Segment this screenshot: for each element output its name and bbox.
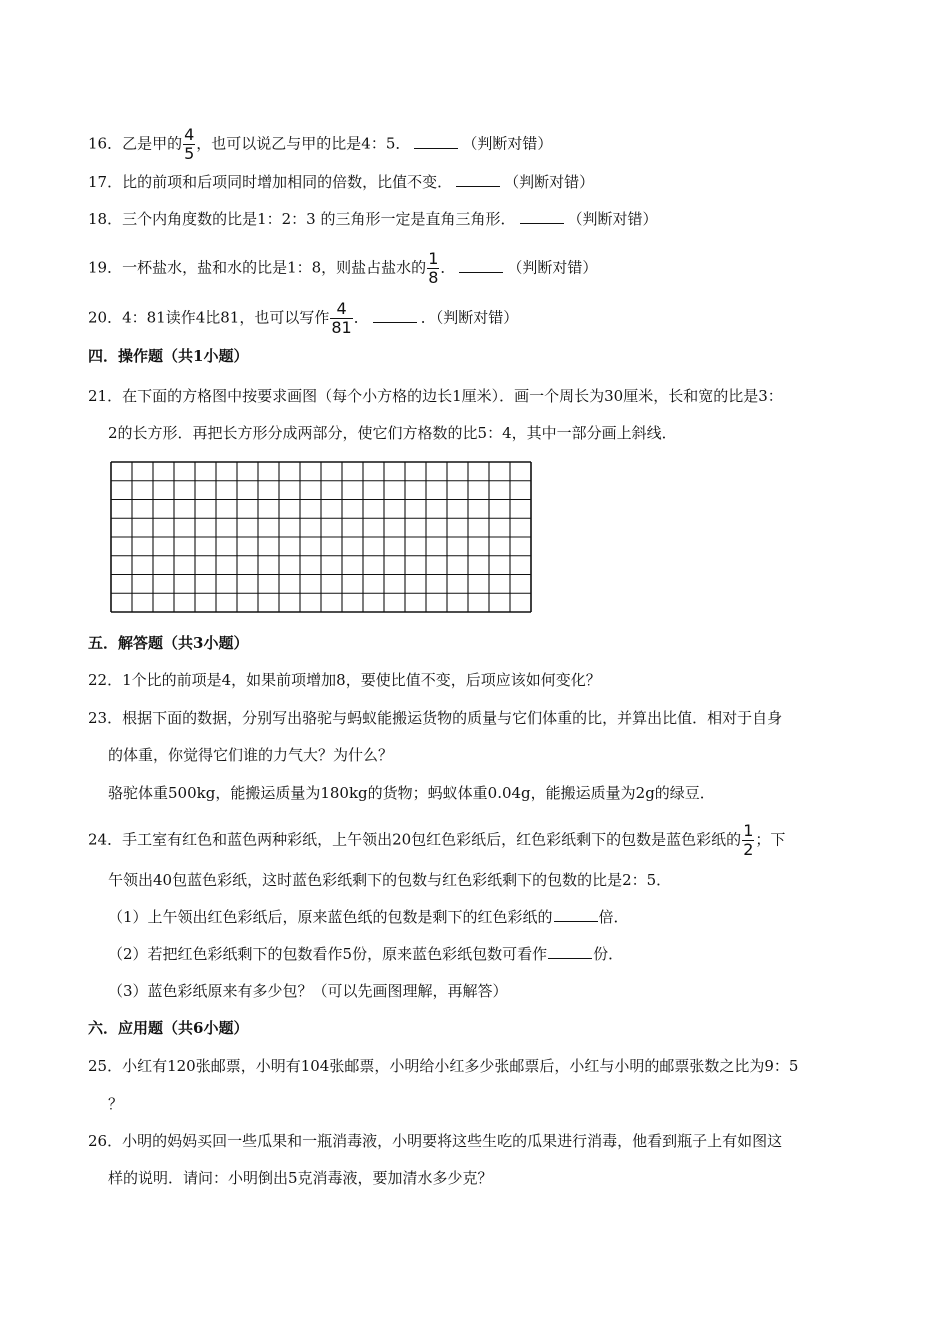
question-23-line-1: 23．根据下面的数据，分别写出骆驼与蚂蚁能搬运货物的质量与它们体重的比，并算出比值．相对于自身 — [88, 709, 783, 727]
question-25-line-2: ？ — [108, 1095, 124, 1113]
q20-judge: （判断对错） — [435, 308, 519, 327]
q24-sub2-suffix: 份． — [593, 945, 624, 963]
q20-fraction — [330, 301, 352, 336]
question-16 — [88, 127, 552, 162]
q24-sub1-text: （1）上午领出红色彩纸后，原来蓝色纸的包数是剩下的红色彩纸的 — [108, 908, 553, 926]
q18-judge: （判断对错） — [567, 210, 658, 228]
question-24-sub-3: （3）蓝色彩纸原来有多少包？（可以先画图理解，再解答） — [108, 982, 508, 1000]
q19-judge: （判断对错） — [507, 258, 598, 277]
q24-fraction — [742, 823, 754, 858]
question-23-line-2: 的体重，你觉得它们谁的力气大？为什么？ — [108, 746, 394, 764]
q16-fraction-denominator: 5 — [184, 144, 195, 163]
q24-sub1-suffix: 倍． — [598, 908, 629, 926]
q19-fraction — [427, 251, 439, 286]
q16-answer-blank[interactable] — [414, 134, 458, 149]
question-22: 22．1个比的前项是4，如果前项增加8，要使比值不变，后项应该如何变化？ — [88, 671, 601, 689]
q16-text-suffix: ，也可以说乙与甲的比是4：5． — [196, 134, 411, 153]
q24-text-suffix: ；下 — [755, 830, 786, 849]
q18-answer-blank[interactable] — [520, 209, 564, 224]
question-24-line-2: 午领出40包蓝色彩纸，这时蓝色彩纸剩下的包数与红色彩纸剩下的包数的比是2：5． — [108, 871, 672, 889]
question-24-sub-1 — [108, 906, 629, 928]
q24-sub1-blank[interactable] — [554, 907, 598, 922]
q24-fraction-numerator: 1 — [743, 821, 754, 840]
section-4-heading: 四．操作题（共1小题） — [88, 347, 249, 365]
question-21-line-1: 21．在下面的方格图中按要求画图（每个小方格的边长1厘米）．画一个周长为30厘米，长和宽的比是3： — [88, 387, 783, 405]
question-21-line-2: 2的长方形．再把长方形分成两部分，使它们方格数的比5：4，其中一部分画上斜线． — [108, 424, 677, 442]
square-grid[interactable] — [110, 461, 534, 614]
question-24-sub-2 — [108, 943, 623, 965]
question-19 — [88, 251, 597, 286]
q24-text: 24．手工室有红色和蓝色两种彩纸，上午领出20包红色彩纸后，红色彩纸剩下的包数是蓝色彩纸的 — [88, 830, 742, 849]
q24-sub2-text: （2）若把红色彩纸剩下的包数看作5份，原来蓝色彩纸包数可看作 — [108, 945, 548, 963]
question-24-line-1 — [88, 823, 785, 858]
question-17 — [88, 171, 594, 193]
q17-judge: （判断对错） — [504, 173, 595, 191]
q17-answer-blank[interactable] — [456, 172, 500, 187]
q16-text: 16．乙是甲的 — [88, 134, 183, 153]
section-6-heading: 六．应用题（共6小题） — [88, 1019, 249, 1037]
q16-judge: （判断对错） — [462, 134, 553, 153]
question-26-line-1: 26．小明的妈妈买回一些瓜果和一瓶消毒液，小明要将这些生吃的瓜果进行消毒，他看到瓶子上有如图这 — [88, 1132, 783, 1150]
question-18 — [88, 208, 658, 230]
q20-answer-blank[interactable] — [373, 308, 417, 323]
question-25-line-1: 25．小红有120张邮票，小明有104张邮票，小明给小红多少张邮票后，小红与小明的邮票张数之比为9：5 — [88, 1057, 799, 1075]
q19-text: 19．一杯盐水，盐和水的比是1：8，则盐占盐水的 — [88, 258, 427, 277]
q20-fraction-denominator: 81 — [331, 318, 352, 337]
question-20 — [88, 301, 518, 336]
q19-fraction-denominator: 8 — [428, 268, 439, 287]
q20-fraction-numerator: 4 — [330, 301, 352, 319]
q20-text: 20．4：81读作4比81，也可以写作 — [88, 308, 330, 327]
q20-dot: ． — [420, 308, 436, 327]
q24-sub2-blank[interactable] — [548, 944, 592, 959]
q24-fraction-denominator: 2 — [743, 840, 754, 859]
question-23-data: 骆驼体重500kg，能搬运质量为180kg的货物；蚂蚁体重0.04g，能搬运质量为2g的绿豆． — [108, 784, 715, 802]
q19-answer-blank[interactable] — [459, 258, 503, 273]
q16-fraction-numerator: 4 — [184, 125, 195, 144]
q16-fraction — [183, 127, 195, 162]
q17-text: 17．比的前项和后项同时增加相同的倍数，比值不变． — [88, 173, 453, 191]
question-26-line-2: 样的说明．请问：小明倒出5克消毒液，要加清水多少克？ — [108, 1169, 493, 1187]
q20-text-suffix: ． — [353, 308, 369, 327]
q19-text-suffix: ． — [440, 258, 456, 277]
section-5-heading: 五．解答题（共3小题） — [88, 634, 249, 652]
q18-text: 18．三个内角度数的比是1：2：3 的三角形一定是直角三角形． — [88, 210, 516, 228]
q19-fraction-numerator: 1 — [428, 249, 439, 268]
